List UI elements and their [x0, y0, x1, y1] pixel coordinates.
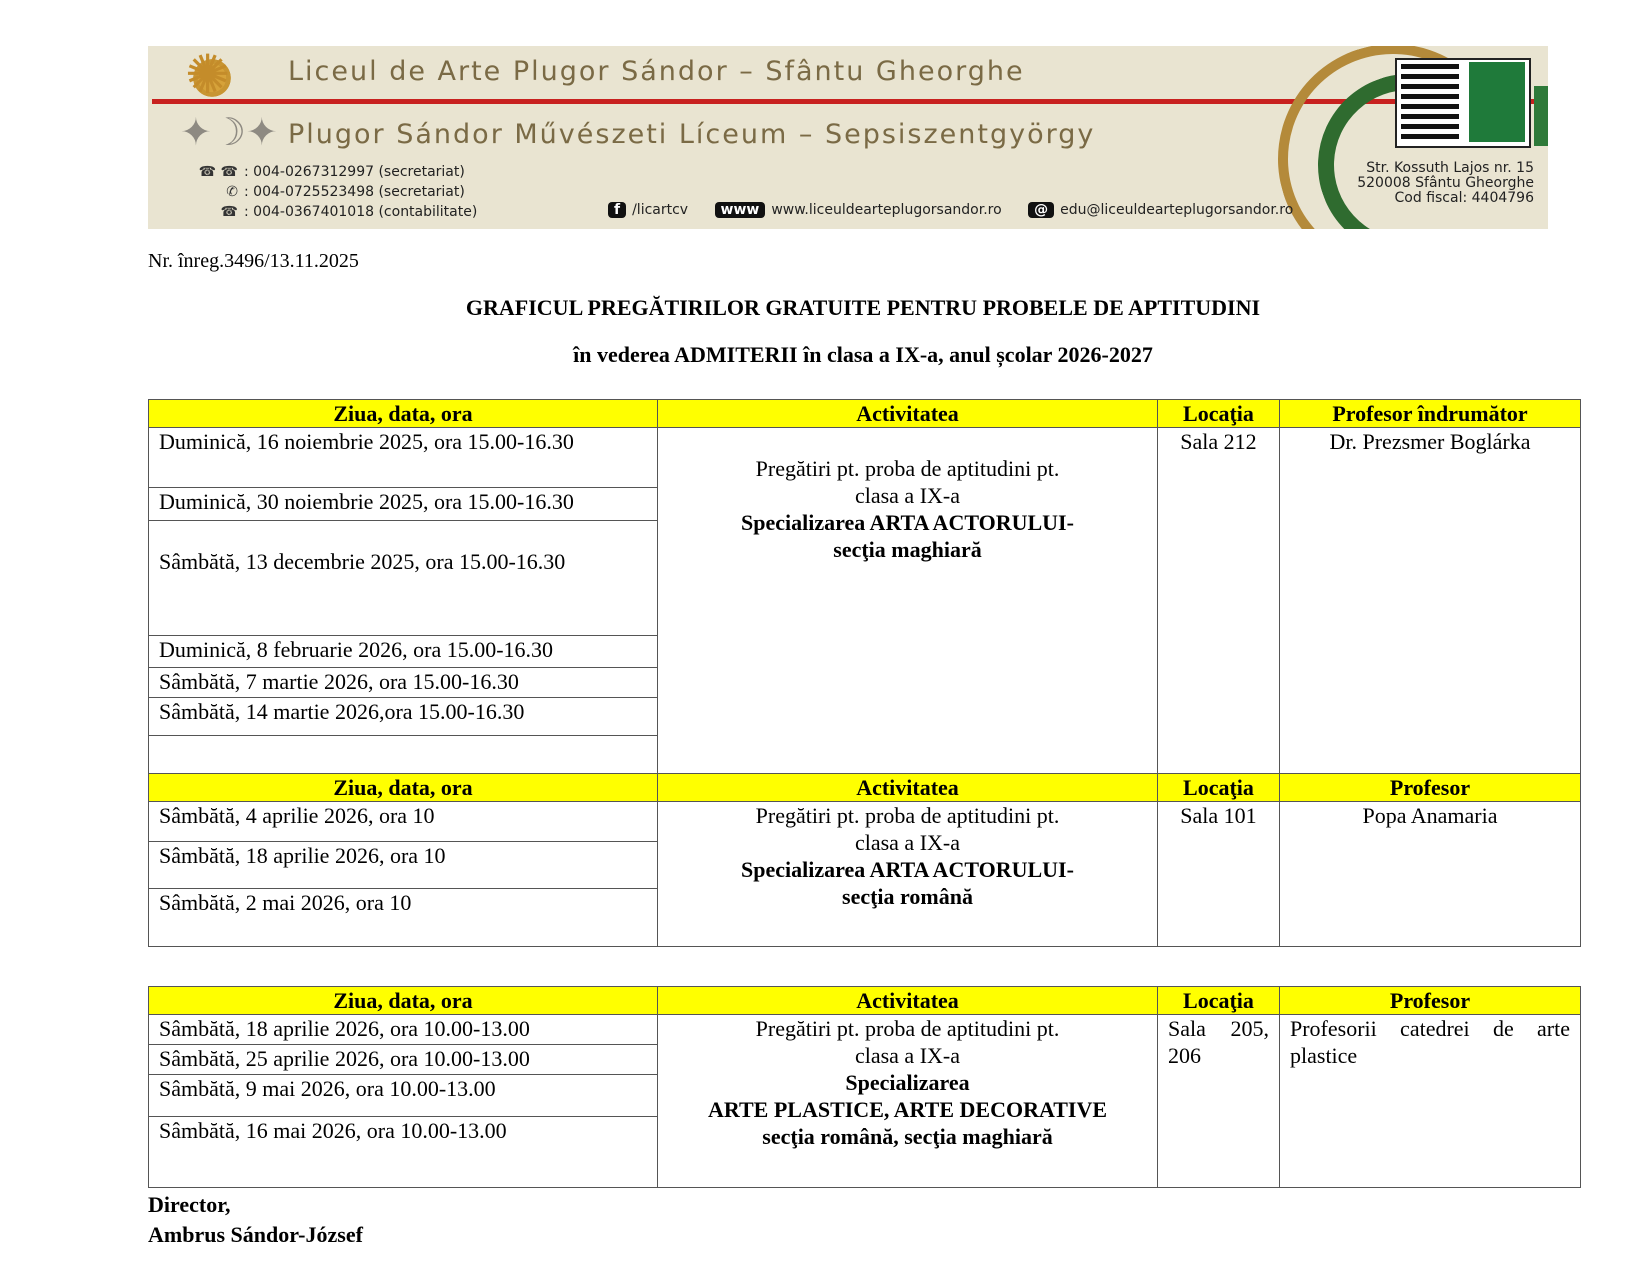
date-cell: Sâmbătă, 7 martie 2026, ora 15.00-16.30 — [149, 668, 658, 698]
activity-text: Pregătiri pt. proba de aptitudini pt. — [755, 1016, 1060, 1041]
director-title: Director, — [148, 1192, 231, 1217]
date-cell: Sâmbătă, 25 aprilie 2026, ora 10.00-13.00 — [149, 1045, 658, 1075]
website-link[interactable]: www.liceuldearteplugorsandor.ro — [771, 202, 1002, 218]
table-header-row — [149, 400, 1581, 428]
activity-cell — [658, 428, 1158, 774]
contact-phones — [168, 162, 477, 222]
email-icon: @ — [1028, 202, 1054, 218]
header-date: Ziua, data, ora — [149, 400, 658, 428]
registration-number: Nr. înreg.3496/13.11.2025 — [148, 250, 359, 272]
empty-cell — [149, 736, 658, 774]
header-teacher: Profesor — [1280, 774, 1581, 802]
activity-text: clasa a IX-a — [854, 1043, 961, 1068]
document-title: GRAFICUL PREGĂTIRILOR GRATUITE PENTRU PROBELE DE APTITUDINI — [465, 295, 1261, 320]
date-cell: Sâmbătă, 16 mai 2026, ora 10.00-13.00 — [149, 1117, 658, 1188]
school-address — [1357, 161, 1534, 206]
date-cell: Sâmbătă, 13 decembrie 2025, ora 15.00-16.30 — [149, 521, 658, 636]
location-cell: Sala 101 — [1158, 802, 1280, 947]
date-cell: Sâmbătă, 4 aprilie 2026, ora 10 — [149, 802, 658, 842]
mobile-phone-icon: ✆ — [226, 184, 238, 200]
facebook-link[interactable]: /licartcv — [632, 202, 689, 218]
phone-number: : 004-0725523498 (secretariat) — [244, 184, 465, 200]
activity-section: secţia maghiară — [833, 537, 982, 562]
date-cell: Sâmbătă, 14 martie 2026,ora 15.00-16.30 — [149, 698, 658, 736]
logo-green-panel — [1469, 62, 1525, 142]
activity-specialization: Specializarea ARTA ACTORULUI- — [741, 510, 1074, 535]
activity-specialization-name: ARTE PLASTICE, ARTE DECORATIVE — [707, 1097, 1108, 1122]
date-cell: Duminică, 8 februarie 2026, ora 15.00-16.30 — [149, 636, 658, 668]
document-subtitle: în vederea ADMITERII în clasa a IX-a, anul școlar 2026-2027 — [573, 342, 1153, 367]
signature-block — [148, 1190, 363, 1250]
header-teacher: Profesor îndrumător — [1280, 400, 1581, 428]
location-cell: Sala 205, 206 — [1158, 1015, 1280, 1188]
school-logo-icon — [1395, 58, 1531, 148]
date-cell: Sâmbătă, 18 aprilie 2026, ora 10 — [149, 842, 658, 889]
moon-stars-icon: ✦☽✦ — [180, 110, 278, 154]
banner-green-strip — [1534, 86, 1548, 146]
schedule-table-acting — [148, 399, 1581, 947]
activity-text: Pregătiri pt. proba de aptitudini pt. — [755, 803, 1060, 828]
header-activity: Activitatea — [658, 400, 1158, 428]
social-links — [608, 202, 1315, 218]
table-row — [149, 802, 1581, 842]
header-teacher: Profesor — [1280, 987, 1581, 1015]
fax-phone-icon: ☎ ☎ — [198, 164, 238, 180]
teacher-cell: Dr. Prezsmer Boglárka — [1280, 428, 1581, 774]
address-line: 520008 Sfântu Gheorghe — [1357, 175, 1534, 191]
activity-specialization: Specializarea ARTA ACTORULUI- — [741, 857, 1074, 882]
sun-icon — [190, 56, 234, 100]
phone-number: : 004-0267312997 (secretariat) — [244, 164, 465, 180]
activity-section: secţia română, secţia maghiară — [762, 1124, 1053, 1149]
header-activity: Activitatea — [658, 987, 1158, 1015]
header-location: Locaţia — [1158, 774, 1280, 802]
table-header-row — [149, 987, 1581, 1015]
header-location: Locaţia — [1158, 987, 1280, 1015]
header-date: Ziua, data, ora — [149, 987, 658, 1015]
director-name: Ambrus Sándor-József — [148, 1222, 363, 1247]
email-link[interactable]: edu@liceuldearteplugorsandor.ro — [1060, 202, 1294, 218]
activity-text: clasa a IX-a — [854, 830, 961, 855]
header-location: Locaţia — [1158, 400, 1280, 428]
date-cell: Duminică, 16 noiembrie 2025, ora 15.00-16.30 — [149, 428, 658, 488]
facebook-icon: f — [608, 202, 626, 218]
activity-specialization: Specializarea — [845, 1070, 970, 1095]
table-header-row — [149, 774, 1581, 802]
date-cell: Sâmbătă, 9 mai 2026, ora 10.00-13.00 — [149, 1075, 658, 1117]
phone-icon: ☎ — [220, 204, 238, 220]
date-cell: Duminică, 30 noiembrie 2025, ora 15.00-16.30 — [149, 488, 658, 521]
table-row — [149, 1015, 1581, 1045]
teacher-cell: Popa Anamaria — [1280, 802, 1581, 947]
piano-keys-icon — [1401, 64, 1459, 140]
teacher-cell: Profesorii catedrei de arte plastice — [1280, 1015, 1581, 1188]
date-cell: Sâmbătă, 18 aprilie 2026, ora 10.00-13.00 — [149, 1015, 658, 1045]
activity-text: Pregătiri pt. proba de aptitudini pt. — [755, 456, 1060, 481]
fiscal-code: Cod fiscal: 4404796 — [1394, 190, 1534, 206]
date-cell: Sâmbătă, 2 mai 2026, ora 10 — [149, 889, 658, 947]
activity-text: clasa a IX-a — [854, 483, 961, 508]
www-icon: www — [715, 202, 766, 218]
activity-section: secţia română — [842, 884, 973, 909]
location-cell: Sala 212 — [1158, 428, 1280, 774]
activity-cell — [658, 802, 1158, 947]
header-date: Ziua, data, ora — [149, 774, 658, 802]
header-activity: Activitatea — [658, 774, 1158, 802]
school-name-hu: Plugor Sándor Művészeti Líceum – Sepsiszentgyörgy — [288, 119, 1096, 150]
schedule-table-fine-arts — [148, 986, 1581, 1188]
letterhead-banner — [148, 46, 1548, 229]
address-line: Str. Kossuth Lajos nr. 15 — [1366, 160, 1534, 176]
school-name-ro: Liceul de Arte Plugor Sándor – Sfântu Gheorghe — [288, 56, 1025, 87]
phone-number: : 004-0367401018 (contabilitate) — [244, 204, 478, 220]
table-row — [149, 428, 1581, 488]
activity-cell — [658, 1015, 1158, 1188]
